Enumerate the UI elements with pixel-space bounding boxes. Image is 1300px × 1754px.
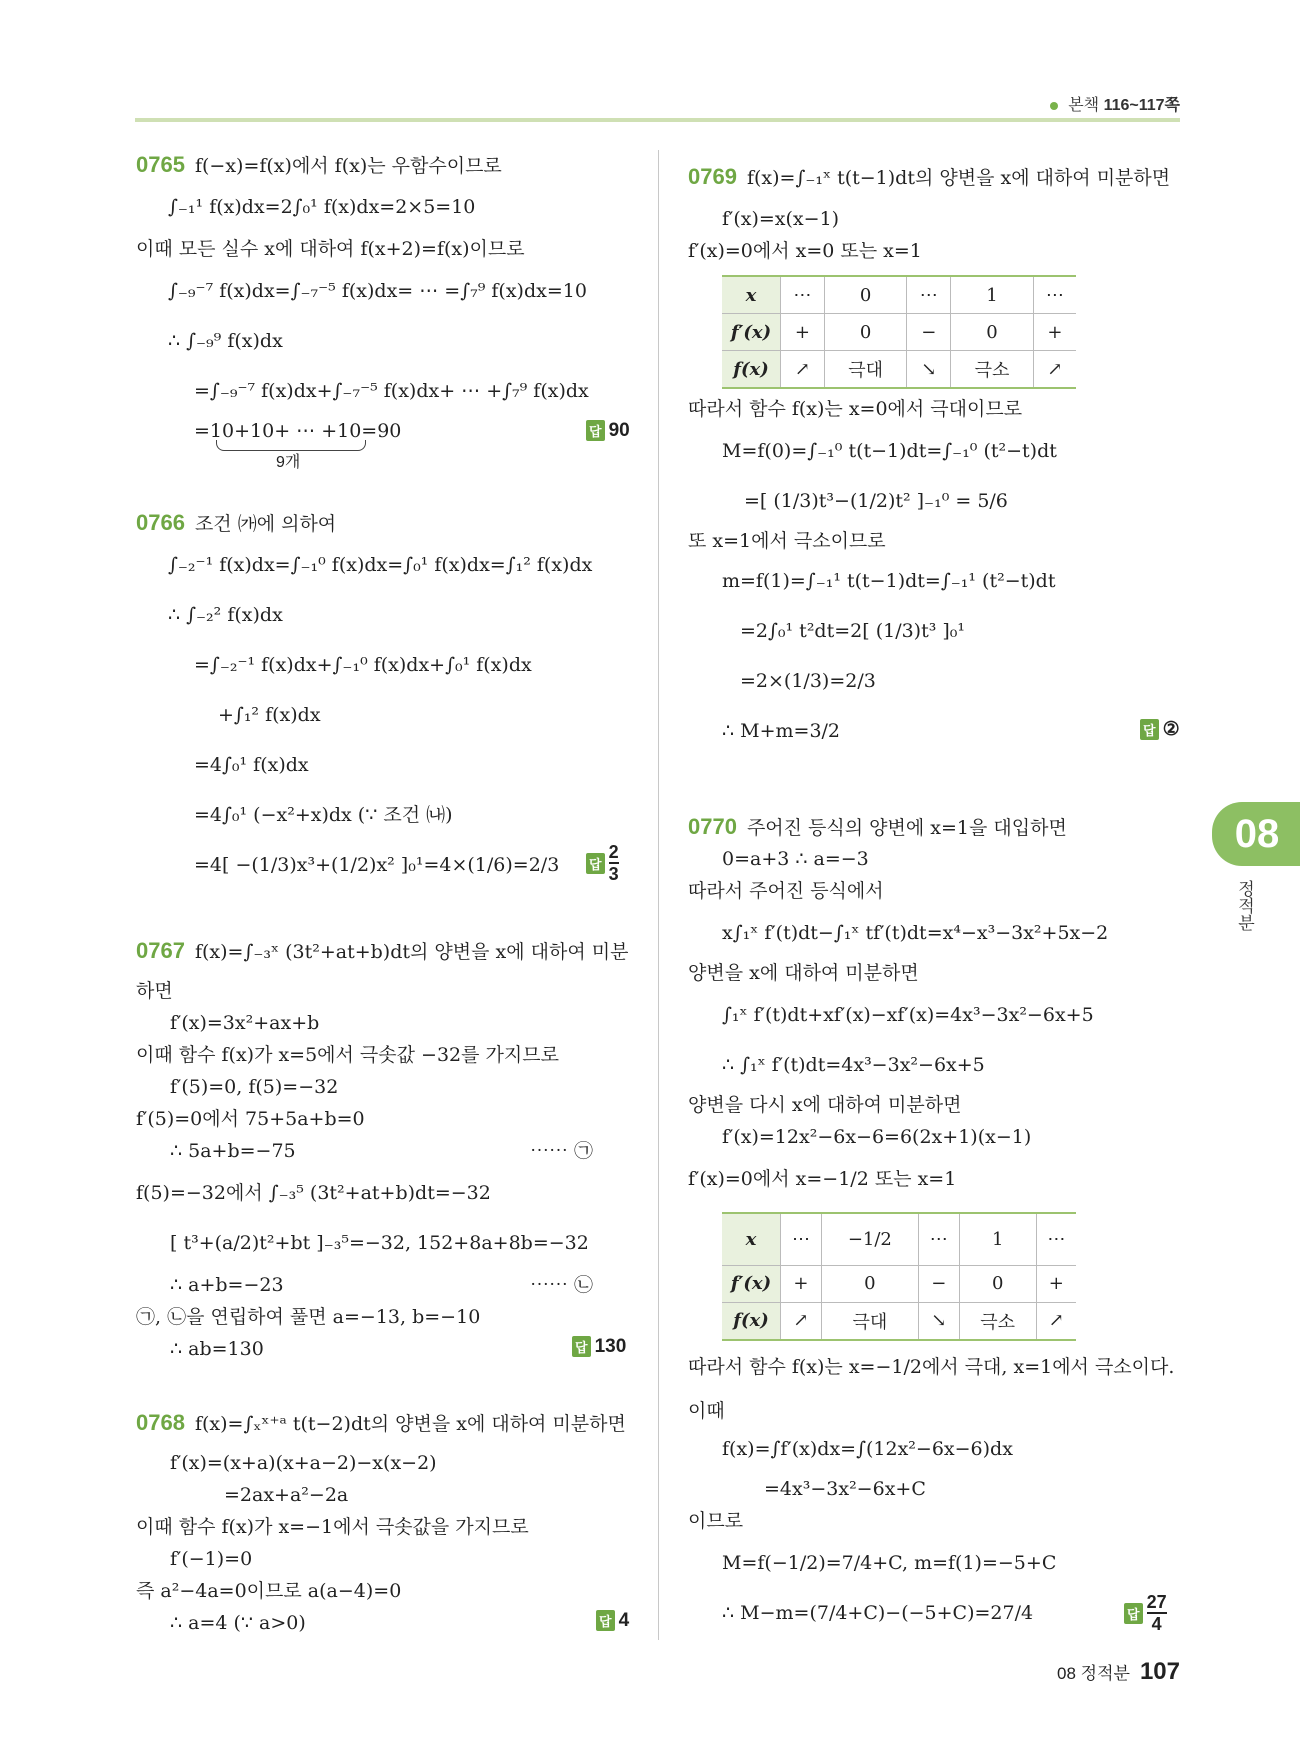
solution-line: f′(x)=(x+a)(x+a−2)−x(x−2) xyxy=(170,1452,437,1474)
solution-line: =4∫₀¹ f(x)dx xyxy=(194,754,309,776)
table-row xyxy=(722,1265,1076,1302)
table-cell: ↗ xyxy=(1033,351,1076,389)
solution-line: f′(5)=0에서 75+5a+b=0 xyxy=(136,1108,365,1130)
table-cell: ↗ xyxy=(781,1302,822,1340)
table-cell: f(x) xyxy=(722,351,781,389)
answer-badge xyxy=(596,1610,629,1632)
answer-badge xyxy=(1140,718,1180,741)
problem-number: 0769 xyxy=(688,164,737,189)
table-cell: ↘ xyxy=(918,1302,959,1340)
solution-line: 주어진 등식의 양변에 x=1을 대입하면 xyxy=(746,817,1067,839)
solution-line: ∴ ∫₋₉⁹ f(x)dx xyxy=(168,330,283,352)
table-cell: ⋯ xyxy=(918,1213,959,1265)
solution-line: f′(5)=0, f(5)=−32 xyxy=(170,1076,339,1098)
answer-numerator: 2 xyxy=(608,842,619,862)
table-cell: ↗ xyxy=(781,351,825,389)
answer-badge xyxy=(586,420,630,442)
sign-table xyxy=(722,1212,1076,1341)
solution-line: 이때 xyxy=(688,1400,725,1422)
table-row xyxy=(722,314,1076,351)
solution-line: 양변을 x에 대하여 미분하면 xyxy=(688,962,919,984)
solution-line: 따라서 주어진 등식에서 xyxy=(688,880,884,902)
solution-line: 또 x=1에서 극소이므로 xyxy=(688,530,886,552)
header-rule xyxy=(135,118,1180,122)
solution-line: ∴ ∫₋₂² f(x)dx xyxy=(168,604,283,626)
page-number: 107 xyxy=(1139,1658,1180,1685)
answer-tag: 답 xyxy=(586,853,605,874)
table-cell: 1 xyxy=(959,1213,1036,1265)
table-cell: −1/2 xyxy=(821,1213,918,1265)
answer-denominator: 3 xyxy=(608,864,619,884)
solution-line: f′(x)=3x²+ax+b xyxy=(170,1012,320,1034)
table-row xyxy=(722,1302,1076,1340)
page-footer xyxy=(1057,1658,1180,1686)
solution-line: =4[ −(1/3)x³+(1/2)x² ]₀¹=4×(1/6)=2/3 xyxy=(194,854,560,876)
problem-number: 0770 xyxy=(688,814,737,839)
solution-line: ∴ ∫₁ˣ f′(t)dt=4x³−3x²−6x+5 xyxy=(722,1054,985,1076)
answer-tag: 답 xyxy=(572,1336,591,1357)
problem-number: 0767 xyxy=(136,938,185,963)
solution-line: =2×(1/3)=2/3 xyxy=(740,670,876,692)
table-cell: 극소 xyxy=(959,1302,1036,1340)
solution-line: ∴ a+b=−23 xyxy=(170,1274,284,1296)
answer-tag: 답 xyxy=(1124,1603,1143,1624)
solution-line: =[ (1/3)t³−(1/2)t² ]₋₁⁰ = 5/6 xyxy=(744,490,1008,512)
answer-value: 4 xyxy=(618,1610,630,1631)
answer-fraction xyxy=(1147,1592,1167,1634)
solution-line: f′(x)=0에서 x=0 또는 x=1 xyxy=(688,240,922,262)
table-cell: + xyxy=(781,314,825,351)
solution-line: 이므로 xyxy=(688,1510,744,1532)
solution-line: ∴ a=4 (∵ a>0) xyxy=(170,1612,306,1634)
solution-line: =10+10+ ⋯ +10=90 xyxy=(194,420,402,442)
brace-label: 9개 xyxy=(276,454,301,471)
answer-value: ② xyxy=(1162,719,1180,740)
solution-line: M=f(−1/2)=7/4+C, m=f(1)=−5+C xyxy=(722,1552,1057,1574)
solution-line: 이때 함수 f(x)가 x=−1에서 극솟값을 가지므로 xyxy=(136,1516,529,1538)
table-row xyxy=(722,1213,1076,1265)
solution-line: 따라서 함수 f(x)는 x=0에서 극대이므로 xyxy=(688,398,1023,420)
solution-line: f′(x)=x(x−1) xyxy=(722,208,840,230)
table-cell: + xyxy=(1036,1265,1076,1302)
table-cell: 0 xyxy=(824,314,907,351)
solution-line: 즉 a²−4a=0이므로 a(a−4)=0 xyxy=(136,1580,402,1602)
footer-chapter: 08 정적분 xyxy=(1057,1664,1130,1683)
solution-line: [ t³+(a/2)t²+bt ]₋₃⁵=−32, 152+8a+8b=−32 xyxy=(170,1232,589,1254)
table-cell: x xyxy=(722,1213,781,1265)
problem-number: 0765 xyxy=(136,152,185,177)
table-cell: f′(x) xyxy=(722,1265,781,1302)
table-cell: ⋯ xyxy=(1036,1213,1076,1265)
answer-denominator: 4 xyxy=(1151,1614,1162,1634)
solution-line: f(x)=∫f′(x)dx=∫(12x²−6x−6)dx xyxy=(722,1438,1013,1460)
solution-line: =∫₋₂⁻¹ f(x)dx+∫₋₁⁰ f(x)dx+∫₀¹ f(x)dx xyxy=(194,654,532,676)
solution-line: 조건 ㈎에 의하여 xyxy=(194,513,337,535)
solution-line: =∫₋₉⁻⁷ f(x)dx+∫₋₇⁻⁵ f(x)dx+ ⋯ +∫₇⁹ f(x)dx xyxy=(194,380,589,402)
table-cell: x xyxy=(722,276,781,314)
solution-line: f(x)=∫₋₃ˣ (3t²+at+b)dt의 양변을 x에 대하여 미분 xyxy=(194,941,629,963)
problem-number: 0766 xyxy=(136,510,185,535)
solution-line: f(5)=−32에서 ∫₋₃⁵ (3t²+at+b)dt=−32 xyxy=(136,1182,491,1204)
solution-line: m=f(1)=∫₋₁¹ t(t−1)dt=∫₋₁¹ (t²−t)dt xyxy=(722,570,1056,592)
solution-line: =4∫₀¹ (−x²+x)dx (∵ 조건 ㈏) xyxy=(194,804,453,826)
solution-line: M=f(0)=∫₋₁⁰ t(t−1)dt=∫₋₁⁰ (t²−t)dt xyxy=(722,440,1057,462)
solution-line: f′(−1)=0 xyxy=(170,1548,253,1570)
table-cell: + xyxy=(1033,314,1076,351)
table-cell: ⋯ xyxy=(781,276,825,314)
table-cell: 0 xyxy=(959,1265,1036,1302)
table-cell: 0 xyxy=(951,314,1034,351)
solution-line: ∫₋₂⁻¹ f(x)dx=∫₋₁⁰ f(x)dx=∫₀¹ f(x)dx=∫₁² f(x)dx xyxy=(168,554,593,576)
solution-line: ∴ 5a+b=−75 xyxy=(170,1140,296,1162)
solution-line: f(x)=∫ₓˣ⁺ᵃ t(t−2)dt의 양변을 x에 대하여 미분하면 xyxy=(194,1413,626,1435)
table-cell: 극대 xyxy=(821,1302,918,1340)
answer-fraction xyxy=(609,842,619,884)
solution-line: =2ax+a²−2a xyxy=(224,1484,349,1506)
solution-line: ∫₋₉⁻⁷ f(x)dx=∫₋₇⁻⁵ f(x)dx= ⋯ =∫₇⁹ f(x)dx=10 xyxy=(168,280,587,302)
table-cell: 1 xyxy=(951,276,1034,314)
answer-tag: 답 xyxy=(586,420,605,441)
solution-line: =2∫₀¹ t²dt=2[ (1/3)t³ ]₀¹ xyxy=(740,620,966,642)
table-cell: ↗ xyxy=(1036,1302,1076,1340)
table-cell: ⋯ xyxy=(781,1213,822,1265)
solution-line: 따라서 함수 f(x)는 x=−1/2에서 극대, x=1에서 극소이다. xyxy=(688,1356,1175,1378)
table-cell: 극대 xyxy=(824,351,907,389)
solution-line: 이때 함수 f(x)가 x=5에서 극솟값 −32를 가지므로 xyxy=(136,1044,559,1066)
book-ref-label: 본책 xyxy=(1068,97,1100,114)
table-cell: 0 xyxy=(821,1265,918,1302)
table-cell: + xyxy=(781,1265,822,1302)
answer-value: 90 xyxy=(608,420,630,441)
solution-line: 이때 모든 실수 x에 대하여 f(x+2)=f(x)이므로 xyxy=(136,238,525,260)
table-cell: ⋯ xyxy=(907,276,951,314)
table-row xyxy=(722,276,1076,314)
table-row xyxy=(722,351,1076,389)
solution-line: ∫₋₁¹ f(x)dx=2∫₀¹ f(x)dx=2×5=10 xyxy=(168,196,476,218)
solution-line: 하면 xyxy=(136,980,173,1002)
solution-line: f(x)=∫₋₁ˣ t(t−1)dt의 양변을 x에 대하여 미분하면 xyxy=(746,167,1171,189)
problem-number: 0768 xyxy=(136,1410,185,1435)
solution-line: f′(x)=12x²−6x−6=6(2x+1)(x−1) xyxy=(722,1126,1032,1148)
solution-line: ∴ M−m=(7/4+C)−(−5+C)=27/4 xyxy=(722,1602,1034,1624)
table-cell: ↘ xyxy=(907,351,951,389)
answer-value: 130 xyxy=(594,1336,627,1357)
sign-table xyxy=(722,275,1076,389)
table-cell: 극소 xyxy=(951,351,1034,389)
answer-badge xyxy=(572,1336,626,1358)
chapter-tab: 08 xyxy=(1212,802,1300,866)
table-cell: ⋯ xyxy=(1033,276,1076,314)
solution-line: f′(x)=0에서 x=−1/2 또는 x=1 xyxy=(688,1168,957,1190)
table-cell: − xyxy=(907,314,951,351)
answer-badge xyxy=(586,842,619,884)
answer-tag: 답 xyxy=(596,1610,615,1631)
column-divider xyxy=(658,150,659,1640)
equation-mark: ⋯⋯ ㉠ xyxy=(530,1140,594,1162)
solution-line: ㉠, ㉡을 연립하여 풀면 a=−13, b=−10 xyxy=(136,1306,481,1328)
table-cell: − xyxy=(918,1265,959,1302)
solution-line: ∫₁ˣ f′(t)dt+xf′(x)−xf′(x)=4x³−3x²−6x+5 xyxy=(722,1004,1094,1026)
solution-line: x∫₁ˣ f′(t)dt−∫₁ˣ tf′(t)dt=x⁴−x³−3x²+5x−2 xyxy=(722,922,1109,944)
table-cell: f(x) xyxy=(722,1302,781,1340)
solution-line: f(−x)=f(x)에서 f(x)는 우함수이므로 xyxy=(194,155,502,177)
equation-mark: ⋯⋯ ㉡ xyxy=(530,1274,594,1296)
answer-badge xyxy=(1124,1592,1167,1634)
solution-line: 0=a+3 ∴ a=−3 xyxy=(722,848,869,870)
answer-tag: 답 xyxy=(1140,719,1159,740)
solution-line: +∫₁² f(x)dx xyxy=(218,704,321,726)
answer-numerator: 27 xyxy=(1146,1592,1167,1612)
table-cell: f′(x) xyxy=(722,314,781,351)
solution-line: 양변을 다시 x에 대하여 미분하면 xyxy=(688,1094,962,1116)
solution-line: ∴ M+m=3/2 xyxy=(722,720,841,742)
solution-line: ∴ ab=130 xyxy=(170,1338,264,1360)
table-cell: 0 xyxy=(824,276,907,314)
page-reference xyxy=(1050,92,1180,115)
solution-line: =4x³−3x²−6x+C xyxy=(764,1478,926,1500)
chapter-tab-label: 정적분 xyxy=(1235,880,1254,931)
book-ref-pages: 116~117쪽 xyxy=(1103,97,1180,114)
bullet-dot-icon xyxy=(1050,102,1058,110)
